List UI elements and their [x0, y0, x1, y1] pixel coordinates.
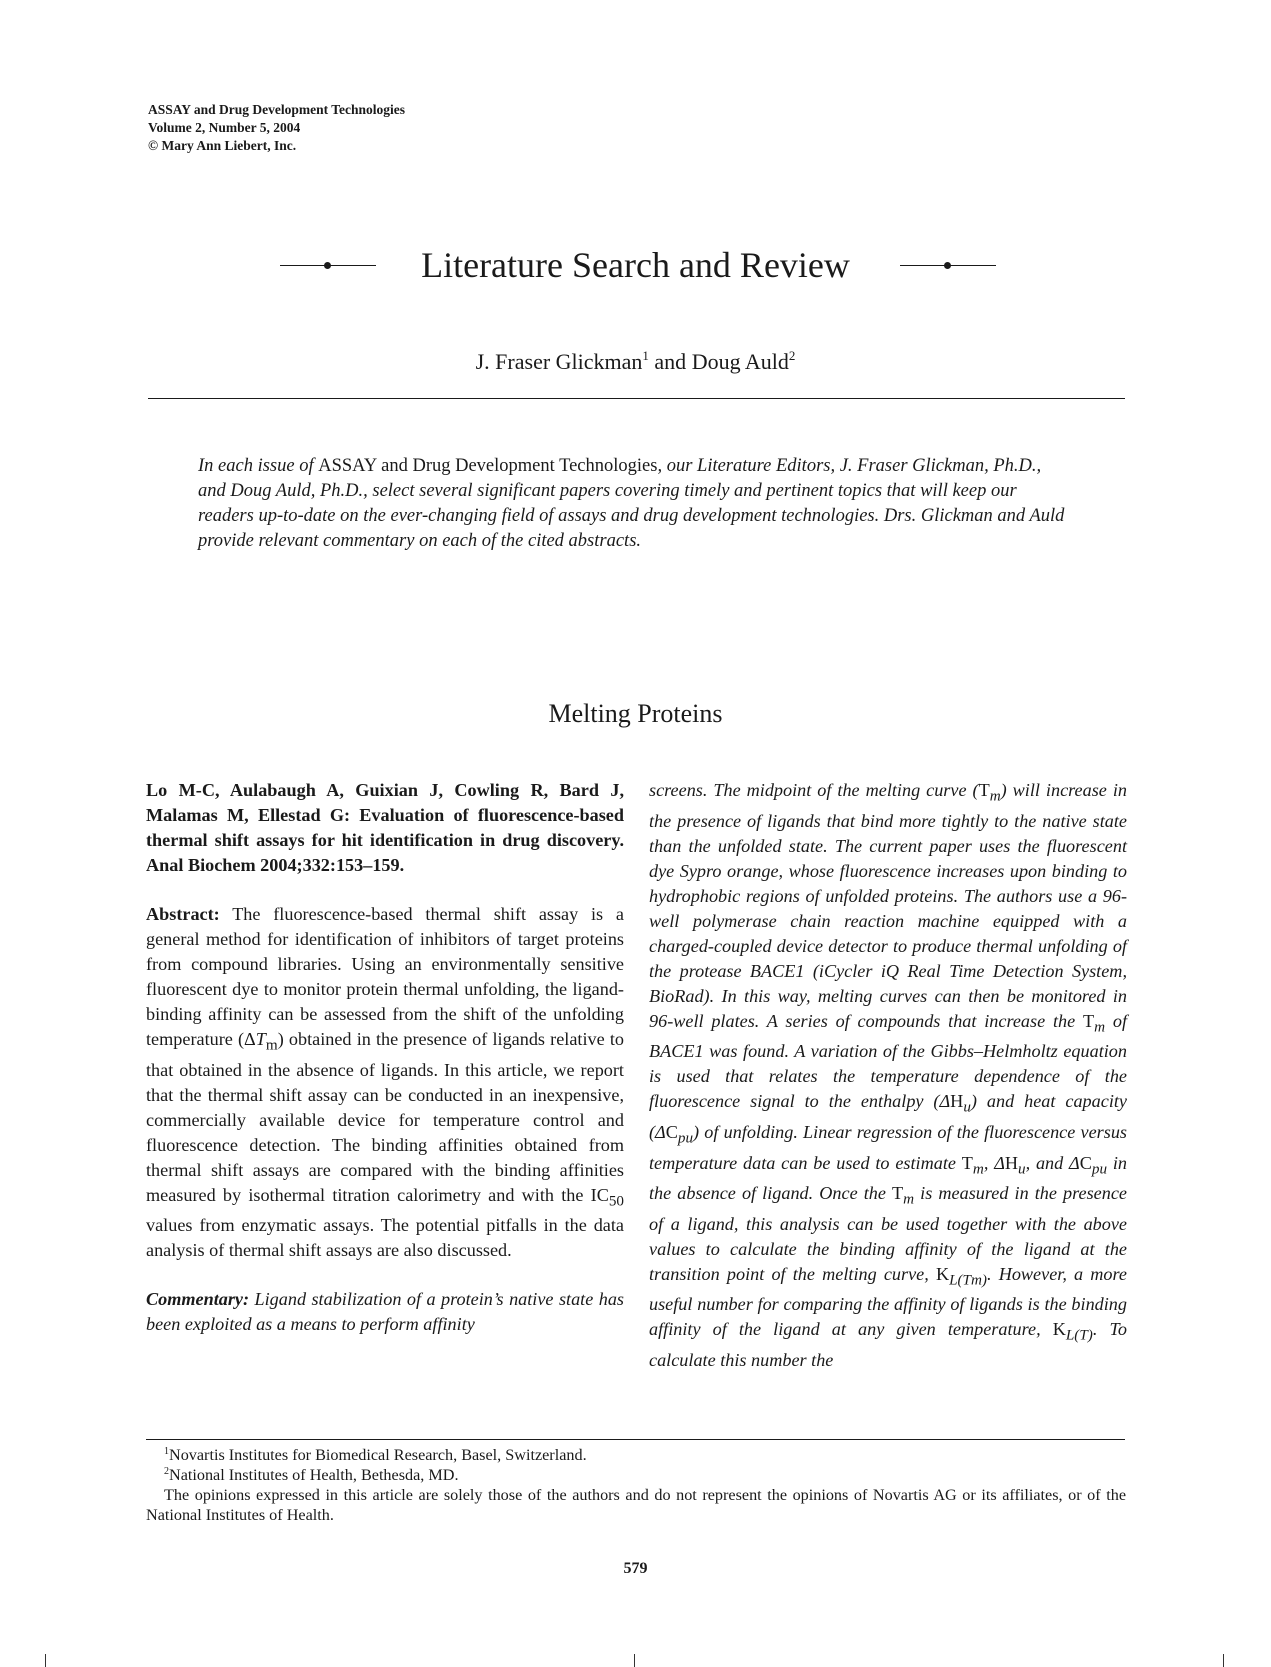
author-1-affiliation-mark: 1	[642, 348, 649, 363]
author-conjunction: and	[648, 349, 692, 374]
commentary-text-e: ) of unfolding. Linear regression of the fluorescence versus temperature data can be used to estimate	[649, 1121, 1127, 1173]
commentary-text-a: Ligand stabilization of a protein’s native state has been exploited as a means to perform affinity	[146, 1289, 624, 1335]
enthalpy-subscript-2: u	[1018, 1160, 1026, 1178]
title-ornament-right	[900, 265, 996, 266]
crop-mark	[1223, 1654, 1224, 1667]
abstract-ic50-subscript: 50	[608, 1192, 624, 1210]
tm-subscript-3: m	[972, 1160, 984, 1178]
commentary-text-g: , and Δ	[1025, 1152, 1080, 1173]
abstract-paragraph	[146, 902, 624, 1263]
tm-subscript-2: m	[1094, 1018, 1106, 1036]
section-title: Literature Search and Review	[421, 245, 850, 285]
intro-lead: In each issue of	[198, 456, 319, 476]
abstract-tm-symbol: T	[255, 1029, 266, 1049]
tm-symbol: T	[978, 780, 990, 800]
commentary-text-j: . However, a more useful number for comparing the affinity of ligands is the binding affinity of the ligand at any given temperature,	[649, 1263, 1127, 1340]
editorial-intro	[198, 454, 1066, 554]
journal-name: ASSAY and Drug Development Technologies	[148, 102, 406, 117]
commentary-text-b: ) will increase in the presence of ligands that bind more tightly to the native state than the unfolded state. The current paper uses the fluorescent dye Sypro orange, whose fluorescence increases upon binding to hydrophobic regions of unfolded proteins. The authors use a 96-well polymerase chain reaction machine equipped with a charged-coupled device detector to produce thermal unfolding of the protease BACE1 (iCycler iQ Real Time Detection System, BioRad). In this way, melting curves can then be monitored in 96-well plates. A series of compounds that increase the	[649, 780, 1127, 1031]
intro-body: , our Literature Editors, J. Fraser Glickman, Ph.D., and Doug Auld, Ph.D., select several significant papers covering timely and pertinent topics that will keep our readers up-to-date on the ever-changing field of assays and drug development technologies. Drs. Glickman and Auld provide relevant commentary on each of the cited abstracts.	[198, 456, 1065, 551]
k-ltm-symbol: K	[935, 1263, 950, 1284]
abstract-tm-subscript: m	[265, 1036, 278, 1054]
abstract-text-c: values from enzymatic assays. The potential pitfalls in the data analysis of thermal shift assays are also discussed.	[146, 1215, 624, 1261]
commentary-text-k: . To calculate this number the	[649, 1319, 1127, 1371]
footnote-1-text: Novartis Institutes for Biomedical Research, Basel, Switzerland.	[169, 1446, 587, 1464]
crop-mark	[45, 1654, 46, 1667]
enthalpy-subscript: u	[963, 1098, 971, 1116]
author-line	[0, 348, 1271, 376]
author-2: Doug Auld	[691, 349, 789, 374]
column-right	[649, 778, 1127, 1373]
subsection-title: Melting Proteins	[548, 699, 723, 728]
footnote-2	[146, 1465, 1126, 1485]
abstract-text-a: The fluorescence-based thermal shift assay is a general method for identification of inhibitors of target proteins from compound libraries. Using an environmentally sensitive fluorescent dye to monitor protein thermal unfolding, the ligand-binding affinity can be assessed from the shift of the unfolding temperature (Δ	[146, 904, 624, 1049]
tm-symbol-2: T	[1082, 1010, 1095, 1031]
footnote-1-mark: 1	[164, 1446, 169, 1457]
commentary-text-f: , Δ	[983, 1152, 1005, 1173]
article-citation: Lo M-C, Aulabaugh A, Guixian J, Cowling R, Bard J, Malamas M, Ellestad G: Evaluation of fluorescence-based thermal shift assays for hit identification in drug discovery. Anal Biochem 2004;332:153–159.	[146, 780, 624, 875]
footnote-disclaimer: The opinions expressed in this article are solely those of the authors and do not represent the opinions of Novartis AG or its affiliates, or of the National Institutes of Health.	[146, 1486, 1126, 1524]
footnotes	[146, 1445, 1126, 1525]
commentary-paragraph-start	[146, 1287, 624, 1337]
crop-mark	[634, 1654, 635, 1667]
journal-volume: Volume 2, Number 5, 2004	[148, 120, 301, 135]
tm-symbol-3: T	[961, 1152, 973, 1173]
tm-subscript-4: m	[903, 1190, 915, 1208]
commentary-text-a-cont: screens. The midpoint of the melting curve (	[649, 780, 979, 800]
enthalpy-symbol-2: H	[1004, 1152, 1019, 1173]
k-ltm-subscript: L(Tm)	[949, 1271, 987, 1289]
abstract-label: Abstract:	[146, 904, 220, 924]
column-left	[146, 778, 624, 1361]
page-number: 579	[623, 1560, 648, 1577]
footnote-1	[146, 1445, 1126, 1465]
heat-capacity-symbol: C	[665, 1121, 678, 1142]
author-1: J. Fraser Glickman	[475, 349, 643, 374]
tm-symbol-4: T	[892, 1183, 904, 1204]
heat-capacity-subscript: pu	[677, 1129, 694, 1147]
commentary-text-h: in the absence of ligand. Once the	[649, 1152, 1127, 1204]
commentary-label: Commentary:	[146, 1289, 250, 1310]
tm-subscript: m	[989, 787, 1001, 805]
heat-capacity-symbol-2: C	[1079, 1152, 1092, 1173]
journal-header	[148, 101, 405, 155]
footnote-divider	[146, 1439, 1125, 1440]
journal-copyright: © Mary Ann Liebert, Inc.	[148, 138, 297, 153]
footnote-2-text: National Institutes of Health, Bethesda, MD.	[169, 1466, 459, 1484]
footnote-2-mark: 2	[164, 1466, 169, 1477]
heat-capacity-subscript-2: pu	[1091, 1160, 1108, 1178]
commentary-text-d: ) and heat capacity (Δ	[649, 1091, 1127, 1142]
abstract-text-b: ) obtained in the presence of ligands relative to that obtained in the absence of ligands. In this article, we report that the thermal shift assay can be conducted in an inexpensive, commercially available device for temperature control and fluorescence detection. The binding affinities obtained from thermal shift assays are compared with the binding affinities measured by isothermal titration calorimetry and with the IC	[146, 1029, 624, 1205]
commentary-text-i: is measured in the presence of a ligand, this analysis can be used together with the above values to calculate the binding affinity of the ligand at the transition point of the melting curve,	[649, 1183, 1127, 1284]
header-divider	[148, 398, 1125, 399]
author-2-affiliation-mark: 2	[788, 348, 796, 363]
intro-journal-name: ASSAY and Drug Development Technologies	[318, 456, 658, 476]
k-lt-symbol: K	[1052, 1319, 1066, 1340]
enthalpy-symbol: H	[950, 1091, 964, 1112]
k-lt-subscript: L(T)	[1065, 1327, 1093, 1345]
commentary-text-c: of BACE1 was found. A variation of the Gibbs–Helmholtz equation is used that relates the temperature dependence of the fluorescence signal to the enthalpy (Δ	[649, 1010, 1127, 1112]
